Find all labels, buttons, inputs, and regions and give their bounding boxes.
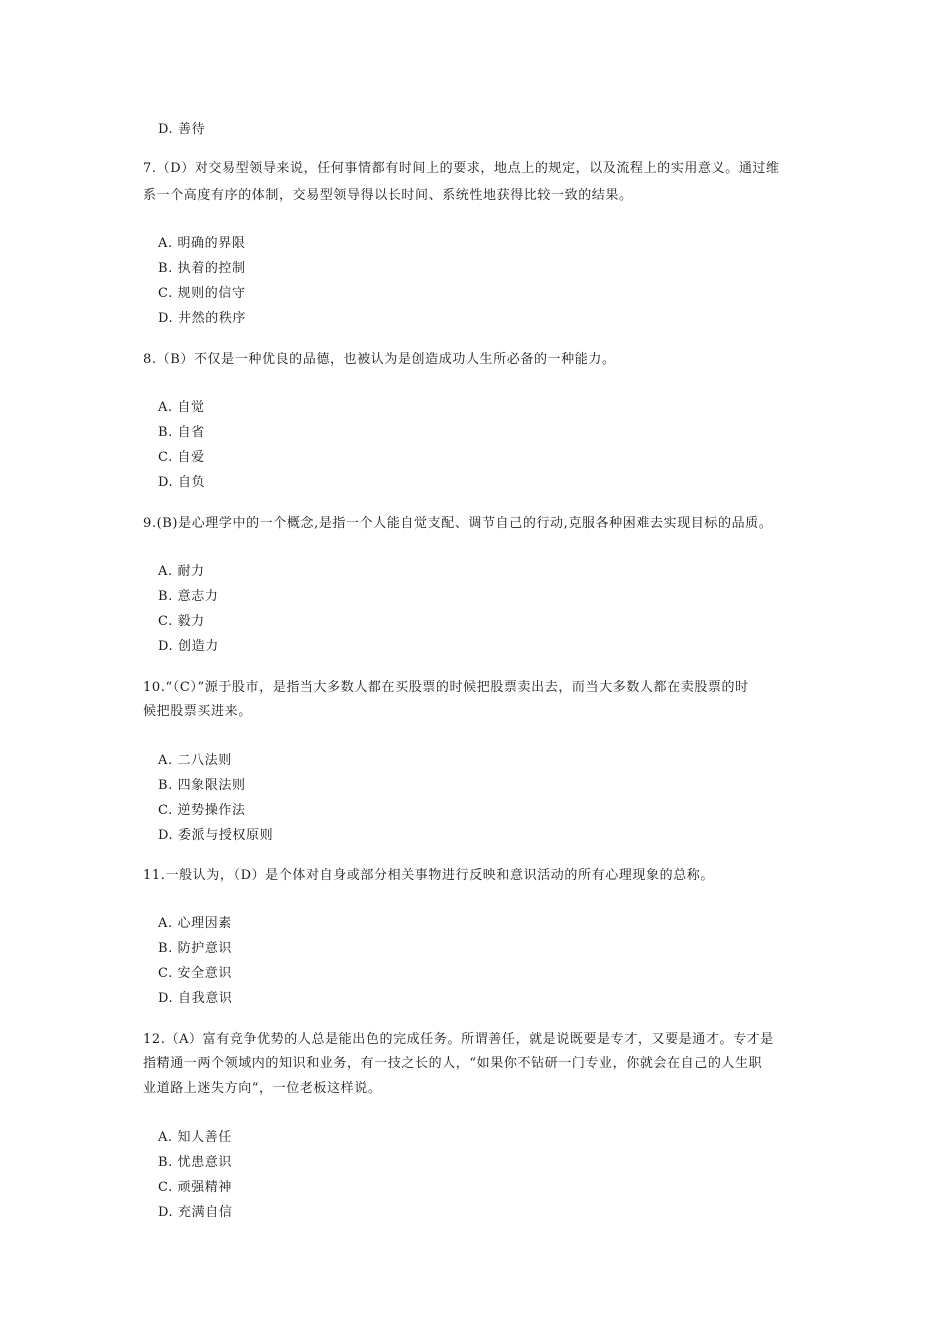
option-a: A. 二八法则 bbox=[158, 753, 232, 768]
option-c: C. 逆势操作法 bbox=[158, 803, 246, 818]
option-a: A. 心理因素 bbox=[158, 916, 232, 931]
option-c: C. 毅力 bbox=[158, 614, 205, 629]
option-d: D. 井然的秩序 bbox=[158, 311, 247, 326]
option-d: D. 创造力 bbox=[158, 639, 219, 654]
question-text-line: 系一个高度有序的体制，交易型领导得以长时间、系统性地获得比较一致的结果。 bbox=[143, 188, 633, 203]
option-a: A. 耐力 bbox=[158, 564, 205, 579]
option-d: D. 自负 bbox=[158, 475, 206, 490]
option-b: B. 自省 bbox=[158, 425, 205, 440]
question-text-line: 业道路上迷失方向“，一位老板这样说。 bbox=[143, 1081, 382, 1096]
option-c: C. 自爱 bbox=[158, 450, 205, 465]
option-a: A. 自觉 bbox=[158, 400, 205, 415]
option-d: D. 充满自信 bbox=[158, 1205, 233, 1220]
option-a: A. 知人善任 bbox=[158, 1130, 232, 1145]
question-text-line: 8.（B）不仅是一种优良的品德，也被认为是创造成功人生所必备的一种能力。 bbox=[143, 352, 616, 367]
option-b: B. 忧患意识 bbox=[158, 1155, 233, 1170]
option-d: D. 善待 bbox=[158, 122, 206, 137]
question-text-line: 候把股票买进来。 bbox=[143, 704, 252, 719]
question-text-line: 7.（D）对交易型领导来说，任何事情都有时间上的要求，地点上的规定，以及流程上的实用意义。通过维 bbox=[143, 161, 780, 176]
question-text-line: 11.一般认为，（D）是个体对自身或部分相关事物进行反映和意识活动的所有心理现象的总称。 bbox=[143, 868, 714, 883]
option-a: A. 明确的界限 bbox=[158, 236, 246, 251]
option-b: B. 执着的控制 bbox=[158, 261, 246, 276]
question-text-line: 10.“（C）”源于股市，是指当大多数人都在买股票的时候把股票卖出去，而当大多数人都在卖股票的时 bbox=[143, 680, 749, 695]
option-d: D. 自我意识 bbox=[158, 991, 233, 1006]
question-text-line: 指精通一两个领域内的知识和业务，有一技之长的人，“如果你不钻研一门专业，你就会在自己的人生职 bbox=[143, 1056, 763, 1071]
option-c: C. 规则的信守 bbox=[158, 286, 246, 301]
option-b: B. 防护意识 bbox=[158, 941, 233, 956]
option-c: C. 顽强精神 bbox=[158, 1180, 232, 1195]
question-text-line: 12.（A）富有竞争优势的人总是能出色的完成任务。所谓善任，就是说既要是专才，又要是通才。专才是 bbox=[143, 1032, 774, 1047]
question-text-line: 9.(B)是心理学中的一个概念,是指一个人能自觉支配、调节自己的行动,克服各种困难去实现目标的品质。 bbox=[143, 516, 773, 531]
option-b: B. 四象限法则 bbox=[158, 778, 246, 793]
option-c: C. 安全意识 bbox=[158, 966, 232, 981]
option-b: B. 意志力 bbox=[158, 589, 219, 604]
option-d: D. 委派与授权原则 bbox=[158, 828, 274, 843]
